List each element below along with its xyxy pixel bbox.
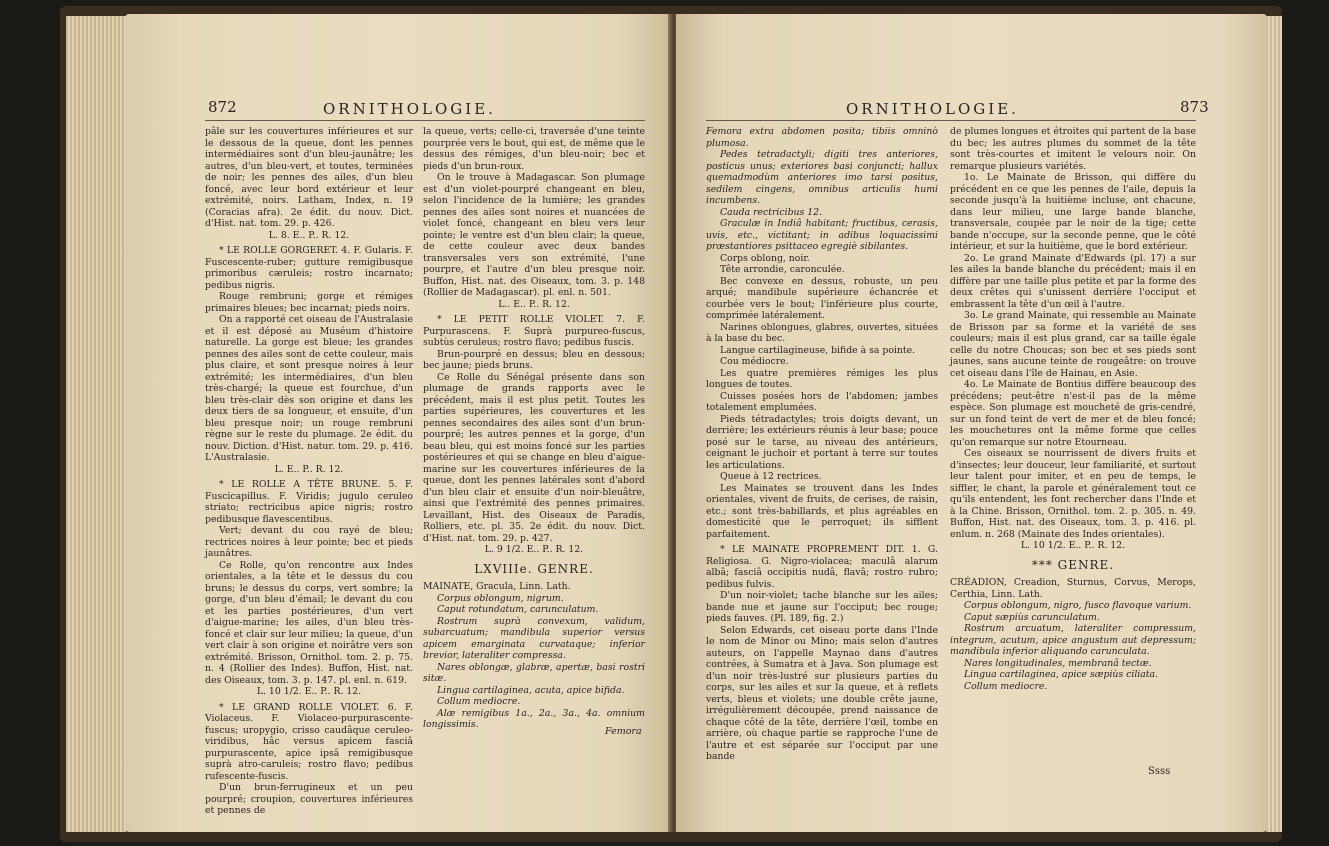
paragraph: Langue cartilagineuse, bifide à sa pointe.: [720, 344, 916, 356]
paragraph: Alæ remigibus 1a., 2a., 3a., 4a. omnium longissimis.: [423, 707, 645, 730]
measure-line: L. 8. E.. P.. R. 12.: [268, 229, 350, 241]
genus-heading: *** GENRE.: [1031, 557, 1115, 572]
genus-name: CRÉADION, Creadion, Sturnus, Corvus, Merops, Certhia, Linn. Lath.: [950, 577, 1196, 600]
paragraph: Cauda rectricibus 12.: [720, 206, 823, 218]
paragraph: On a rapporté cet oiseau de l'Australasie et il est déposé au Muséum d'histoire naturelle. La gorge est bleue; les grandes pennes des ailes sont de cette couleur, mais plus claire, et sont presque noires à leur extrémité; les intermédiaires, d'un bleu très-chargé; la queue est fourchue, d'un bleu très-clair dès son origine et dans les deux tiers de sa longueur, et ensuite, d'un bleu presque noir; un rouge rembruni règne sur le reste du plumage. 2e édit. du nouv. Diction. d'Hist. natur. tom. 29. p. 416. L'Australasie.: [205, 314, 413, 463]
paragraph: Nares oblongæ, glabræ, apertæ, basi rostri sitæ.: [423, 661, 645, 684]
species-heading: * LE PETIT ROLLE VIOLET. 7. F. Purpurascens. F. Suprà purpureo-fuscus, subtùs ceruleus; rostro flavo; pedibus fuscis.: [423, 314, 645, 348]
left-column-1: [205, 126, 413, 817]
species-heading: * LE ROLLE GORGERET. 4. F. Gularis. F. Fuscescente-ruber; gutture remigibusque primoribus cæruleis; rostro incarnato; pedibus nigris.: [205, 245, 413, 291]
paragraph: 1o. Le Mainate de Brisson, qui diffère du précédent en ce que les pennes de l'aile, depuis la seconde jusqu'à la huitième incluse, ont chacune, dans leur milieu, une large bande blanche, transversale, coupée par le noir de la tige; cette bande n'occupe, sur la seconde penne, que le côté intérieur, et sur la huitième, que le bord extérieur.: [950, 172, 1196, 252]
left-head-rule: [205, 120, 645, 121]
paragraph: Narines oblongues, glabres, ouvertes, situées à la base du bec.: [706, 321, 938, 344]
paragraph: Caput rotundatum, carunculatum.: [437, 604, 599, 615]
left-column-2: [423, 126, 645, 731]
paragraph: Ces oiseaux se nourrissent de divers fruits et d'insectes; leur douceur, leur familiarité, et surtout leur talent pour imiter, et en peu de temps, le siffler, le chant, la parole et généralement tout ce qu'ils entendent, les font rechercher dans l'Inde et à la Chine. Brisson, Ornithol. tom. 2. p. 305. n. 49. Buffon, Hist. nat. des Oiseaux, tom. 3. p. 416. pl. enlum. n. 268 (Mainate des Indes orientales).: [950, 448, 1196, 540]
paragraph: Ce Rolle, qu'on rencontre aux Indes orientales, a la tête et le dessus du cou bruns; le dessus du corps, vert sombre; la gorge, d'un bleu d'émail; le devant du cou et les parties postérieures, d'un vert d'aigue-marine; les ailes, d'un bleu très-foncé et clair sur leur milieu; la queue, d'un vert clair à son origine et noirâtre vers son extrémité. Brisson, Ornithol. tom. 2. p. 75. n. 4 (Rollier des Indes). Buffon, Hist. nat. des Oiseaux, tom. 3. p. 147. pl. enl. n. 619.: [205, 559, 413, 686]
paragraph: Femora extra abdomen posita; tibiis omninò plumosa.: [706, 126, 938, 149]
paragraph: Collum mediocre.: [964, 680, 1048, 692]
paragraph: Selon Edwards, cet oiseau porte dans l'Inde le nom de Minor ou Mino; mais selon d'autres auteurs, on l'appelle Maynao dans d'autres contrées, à Sumatra et à Java. Son plumage est d'un noir très-lustré sur plusieurs parties du corps, sur les ailes et sur la queue, et à reflets verts, bleus et violets; une double crête jaune, irrégulièrement découpée, prend naissance de chaque côté de la tête, derrière l'œil, tombe en arrière, où chaque partie se rapproche l'une de l'autre et est séparée sur l'occiput par une bande: [706, 624, 938, 762]
paragraph: Lingua cartilaginea, apice sæpiùs ciliata.: [964, 669, 1159, 680]
paragraph: Pedes tetradactyli; digiti tres anteriores, posticus unus; exteriores basi conjuncti; hallux quemadmodùm anteriores imo tarsi positus, sedilem cingens, omnibus articulis humi incumbens.: [706, 149, 938, 206]
right-folio: 873: [1180, 98, 1209, 116]
page-edges-left: [66, 16, 126, 832]
page-edges-right: [1266, 16, 1282, 832]
left-folio: 872: [208, 98, 237, 116]
left-page: [125, 14, 670, 832]
paragraph: D'un brun-ferrugineux et un peu pourpré; croupion, couvertures inférieures et pennes de: [205, 782, 413, 816]
paragraph: Collum mediocre.: [437, 696, 521, 707]
left-running-head: ORNITHOLOGIE.: [323, 100, 496, 118]
paragraph: Graculæ in Indiâ habitant; fructibus, cerasis, uvis, etc., victitant; in adibus loquacissimi præstantiores psittaceo egregiè sibilantes.: [706, 218, 938, 252]
genus-name: MAINATE, Gracula, Linn. Lath.: [423, 581, 571, 592]
right-column-1: [706, 126, 938, 763]
paragraph: On le trouve à Madagascar. Son plumage est d'un violet-pourpré changeant en bleu, selon l'incidence de la lumière; les grandes pennes des ailes sont noires et nuancées de violet foncé, changeant en bleu vers leur pointe; le ventre est d'un bleu clair; la queue, de cette couleur avec deux bandes transversales vers son extrémité, l'une pourpre, et l'autre d'un bleu presque noir. Buffon, Hist. nat. des Oiseaux, tom. 3. p. 148 (Rollier de Madagascar). pl. enl. n. 501.: [423, 172, 645, 298]
paragraph: 4o. Le Mainate de Bontius diffère beaucoup des précédens; peut-être n'est-il pas de la même espèce. Son plumage est moucheté de gris-cendré, sur un fond teint de vert de mer et de bleu foncé; les mouchetures ont la même forme que celles qu'on remarque sur notre Etourneau.: [950, 379, 1196, 448]
paragraph: Pieds tétradactyles; trois doigts devant, un derrière; les extérieurs réunis à leur base; pouce posé sur le tarse, au niveau des antérieurs, ceignant le juchoir et portant à terre sur toutes les articulations.: [706, 413, 938, 471]
paragraph: Caput sæpiùs carunculatum.: [964, 611, 1100, 623]
paragraph: Corpus oblongum, nigrum.: [437, 592, 564, 604]
measure-line: L.. E.. P.. R. 12.: [498, 298, 570, 310]
paragraph: Les quatre premières rémiges les plus longues de toutes.: [706, 367, 938, 390]
right-column-2: [950, 126, 1196, 692]
measure-line: L. 10 1/2. E.. P.. R. 12.: [1020, 540, 1126, 551]
paragraph: Corps oblong, noir.: [720, 252, 810, 264]
measure-line: L. 10 1/2. E.. P.. R. 12.: [256, 686, 362, 697]
genus-heading: LXVIIIe. GENRE.: [474, 561, 594, 576]
paragraph: 2o. Le grand Mainate d'Edwards (pl. 17) a sur les ailes la bande blanche du précédent; mais il en diffère par une taille plus petite et par la forme des deux crêtes qui s'unissent derrière l'occiput et embrassent la tête d'un œil à l'autre.: [950, 252, 1196, 310]
paragraph: Lingua cartilaginea, acuta, apice bifida.: [437, 684, 625, 696]
paragraph: Bec convexe en dessus, robuste, un peu arqué; mandibule supérieure échancrée et courbée vers le bout; l'inférieure plus courte, comprimée latéralement.: [706, 275, 938, 321]
paragraph: de plumes longues et étroites qui partent de la base du bec; les autres plumes du sommet de la tête sont très-courtes et imitent le velours noir. On remarque plusieurs variétés.: [950, 126, 1196, 172]
species-heading: * LE GRAND ROLLE VIOLET. 6. F. Violaceus. F. Violaceo-purpurascente-fuscus; uropygio, crisso caudâque ceruleo-viridibus, hâc versus apicem fasciâ purpurascente, apice ipsâ remigibusque suprà atro-caruleis; rostro flavo; pedibus rufescente-fuscis.: [205, 701, 413, 782]
paragraph: Rostrum suprà convexum, validum, subarcuatum; mandibula superior versus apicem emarginata curvataque; inferior brevior, lateraliter compressa.: [423, 615, 645, 661]
right-page: [676, 14, 1267, 832]
right-running-head: ORNITHOLOGIE.: [846, 100, 1019, 118]
paragraph: Nares longitudinales, membranâ tectæ.: [964, 657, 1152, 669]
paragraph: pâle sur les couvertures inférieures et sur le dessous de la queue, dont les pennes intermédiaires sont d'un bleu-jaunâtre; les autres, d'un bleu-vert, et toutes, terminées de noir; les pennes des ailes, d'un bleu foncé, avec leur bord extérieur et leur extrémité, noirs. Latham, Index, n. 19 (Coracias afra). 2e édit. du nouv. Dict. d'Hist. nat. tom. 29. p. 426.: [205, 126, 413, 229]
species-heading: * LE ROLLE A TÊTE BRUNE. 5. F. Fuscicapillus. F. Viridis; jugulo ceruleo striato; rectricibus apice nigris; rostro pedibusque flavescentibus.: [205, 479, 413, 525]
paragraph: Corpus oblongum, nigro, fusco flavoque varium.: [964, 600, 1192, 611]
species-heading: * LE MAINATE PROPREMENT DIT. 1. G. Religiosa. G. Nigro-violacea; maculâ alarum albâ; fasciâ occipitis nudâ, flavâ; rostro rubro; pedibus fulvis.: [706, 544, 938, 590]
paragraph: 3o. Le grand Mainate, qui ressemble au Mainate de Brisson par sa forme et la variété de ses couleurs; mais il est plus grand, car sa taille égale celle du notre Choucas; son bec et ses pieds sont jaunes, sans aucune teinte de rougeâtre: on trouve cet oiseau dans l'île de Hainau, en Asie.: [950, 310, 1196, 379]
paragraph: Queue à 12 rectrices.: [720, 471, 822, 482]
paragraph: la queue, verts; celle-ci, traversée d'une teinte pourprée vers le bout, qui est, de même que le dessus des rémiges, d'un bleu-noir; bec et pieds d'un brun-roux.: [423, 126, 645, 172]
paragraph: Cuisses posées hors de l'abdomen; jambes totalement emplumées.: [706, 390, 938, 413]
catchword: Femora: [605, 726, 642, 737]
signature-mark: Ssss: [1148, 766, 1171, 777]
measure-line: L. E.. P.. R. 12.: [274, 463, 344, 475]
paragraph: Vert; devant du cou rayé de bleu; rectrices noires à leur pointe; bec et pieds jaunâtres.: [205, 525, 413, 559]
paragraph: Tête arrondie, caronculée.: [720, 264, 845, 275]
paragraph: Cou médiocre.: [720, 356, 789, 367]
paragraph: Rostrum arcuatum, lateraliter compressum, integrum, acutum, apice angustum aut depressum; mandibula inferior aliquando carunculata.: [950, 623, 1196, 657]
measure-line: L. 9 1/2. E.. P.. R. 12.: [484, 544, 584, 555]
paragraph: D'un noir-violet; tache blanche sur les ailes; bande nue et jaune sur l'occiput; bec rouge; pieds fauves. (Pl. 189, fig. 2.): [706, 590, 938, 624]
right-head-rule: [706, 120, 1196, 121]
paragraph: Rouge rembruni; gorge et rémiges primaires bleues; bec incarnat; pieds noirs.: [205, 291, 413, 314]
paragraph: Ce Rolle du Sénégal présente dans son plumage de grands rapports avec le précédent, mais il est plus petit. Toutes les parties supérieures, les couvertures et les pennes secondaires des ailes sont d'un brun-pourpré; les autres pennes et la gorge, d'un beau bleu, qui est moins foncé sur les parties postérieures et qui se change en bleu d'aigue-marine sur les couvertures inférieures de la queue, dont les pennes latérales sont d'abord d'un bleu clair et ensuite d'un noir-bleuâtre, ainsi que l'extrémité des pennes primaires. Levaillant, Hist. des Oiseaux de Paradis, Rolliers, etc. pl. 35. 2e édit. du nouv. Dict. d'Hist. nat. tom. 29. p. 427.: [423, 371, 645, 544]
paragraph: Brun-pourpré en dessus; bleu en dessous; bec jaune; pieds bruns.: [423, 348, 645, 371]
paragraph: Les Mainates se trouvent dans les Indes orientales, vivent de fruits, de cerises, de raisin, etc.; sont très-babillards, et plus agréables en domesticité que le perroquet; ils sifflent parfaitement.: [706, 482, 938, 540]
